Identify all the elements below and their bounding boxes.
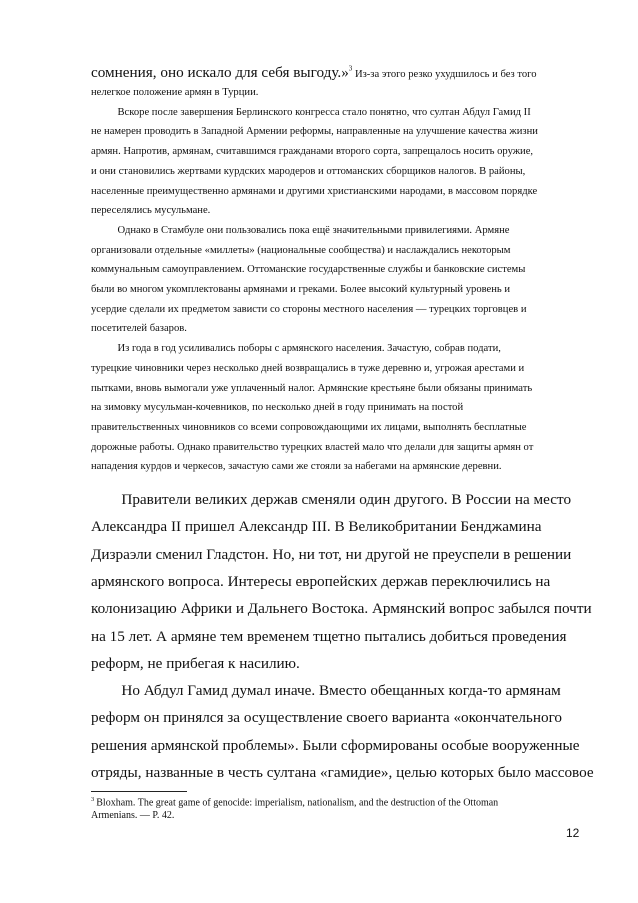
text-line-small: организовали отдельные «миллеты» (национальные сообщества) и наслаждались некоторым (91, 244, 511, 256)
footnote-number: 3 (91, 796, 95, 803)
text-line-small: правительственных чиновников со всеми сопровождающими их лицами, выполнять бесплатные (91, 421, 527, 433)
text-line-small: посетителей базаров. (91, 323, 187, 335)
text-line-large: реформ, не прибегая к насилию. (91, 654, 300, 672)
text-line-large: на 15 лет. А армяне тем временем тщетно пытались добиться проведения (91, 627, 567, 645)
text-line-small: Однако в Стамбуле они пользовались пока ещё значительными привилегиями. Армяне (91, 224, 510, 236)
text-line-small: нападения курдов и черкесов, зачастую сами же стояли за набегами на армянские деревни. (91, 461, 502, 473)
first-line-large-text: сомнения, оно искало для себя выгоду.» (91, 64, 349, 81)
text-line-small: армян. Напротив, армянам, считавшимся гражданами второго сорта, запрещалось носить оружие, (91, 146, 534, 158)
text-line-small: не намерен проводить в Западной Армении реформы, направленные на улучшение качества жизни (91, 126, 538, 138)
footnote-line-2 (91, 810, 174, 821)
text-line-large: Дизраэли сменил Гладстон. Но, ни тот, ни другой не преуспели в решении (91, 545, 572, 563)
text-line-large: армянского вопроса. Интересы европейских держав переключились на (91, 572, 551, 590)
text-line-large: колонизацию Африки и Дальнего Востока. Армянский вопрос забылся почти (91, 600, 592, 618)
footnote-text-1: Bloxham. The great game of genocide: imperialism, nationalism, and the destruction of the Ottoman (96, 797, 499, 809)
text-line-large: Александра II пришел Александр III. В Великобритании Бенджамина (91, 518, 542, 536)
text-line-large: отряды, названные в честь султана «гамидие», целью которых было массовое (91, 764, 594, 781)
page-number: 12 (566, 826, 580, 840)
text-line-small: и они становились жертвами курдских мародеров и оттоманских сборщиков налогов. В районы, (91, 165, 526, 177)
footnote-divider (91, 791, 187, 792)
footnote-ref-3: 3 (348, 64, 353, 73)
text-line-small: переселялись мусульмане. (91, 205, 211, 217)
text-line-large: Правители великих держав сменяли один другого. В России на место (91, 491, 572, 508)
first-line-small-text: Из-за этого резко ухудшилось и без того (352, 69, 537, 80)
text-line-small: населенные преимущественно армянами и другими христианскими народами, в массовом порядке (91, 185, 538, 197)
text-line-small: нелегкое положение армян в Турции. (91, 87, 259, 98)
text-line-small: усердие сделали их предметом зависти со стороны местного населения — турецких торговцев и (91, 303, 527, 315)
text-line-small: пытками, вновь вымогали уже уплаченный налог. Армянские крестьяне были обязаны принимать (91, 382, 533, 394)
text-line-large: Но Абдул Гамид думал иначе. Вместо обещанных когда-то армянам (91, 682, 561, 700)
text-line-small: дорожные работы. Однако правительство турецких властей мало что делали для защиты армян от (91, 441, 534, 453)
text-line-small: турецкие чиновники через несколько дней возвращались в туже деревню и, угрожая арестами и (91, 362, 525, 374)
text-line-first (91, 64, 537, 82)
text-line-small: коммунальным самоуправлением. Оттоманские государственные службы и банковские системы (91, 264, 526, 276)
text-line-large: реформ он принялся за осуществление своего варианта «окончательного (91, 709, 563, 727)
footnote-text-2: Armenians. — P. 42. (91, 810, 175, 821)
text-line-large: решения армянской проблемы». Были сформированы особые вооруженные (91, 736, 580, 754)
text-line-small: Вскоре после завершения Берлинского конгресса стало понятно, что султан Абдул Гамид II (91, 106, 531, 118)
text-line-small: Из года в год усиливались поборы с армянского населения. Зачастую, собрав подати, (91, 343, 501, 355)
text-line-small: на зимовку мусульман-кочевников, по несколько дней в году принимать на постой (91, 402, 464, 414)
footnote-line-1 (91, 796, 498, 808)
text-line-small: были во многом укомплектованы армянами и греками. Более высокий культурный уровень и (91, 284, 511, 295)
